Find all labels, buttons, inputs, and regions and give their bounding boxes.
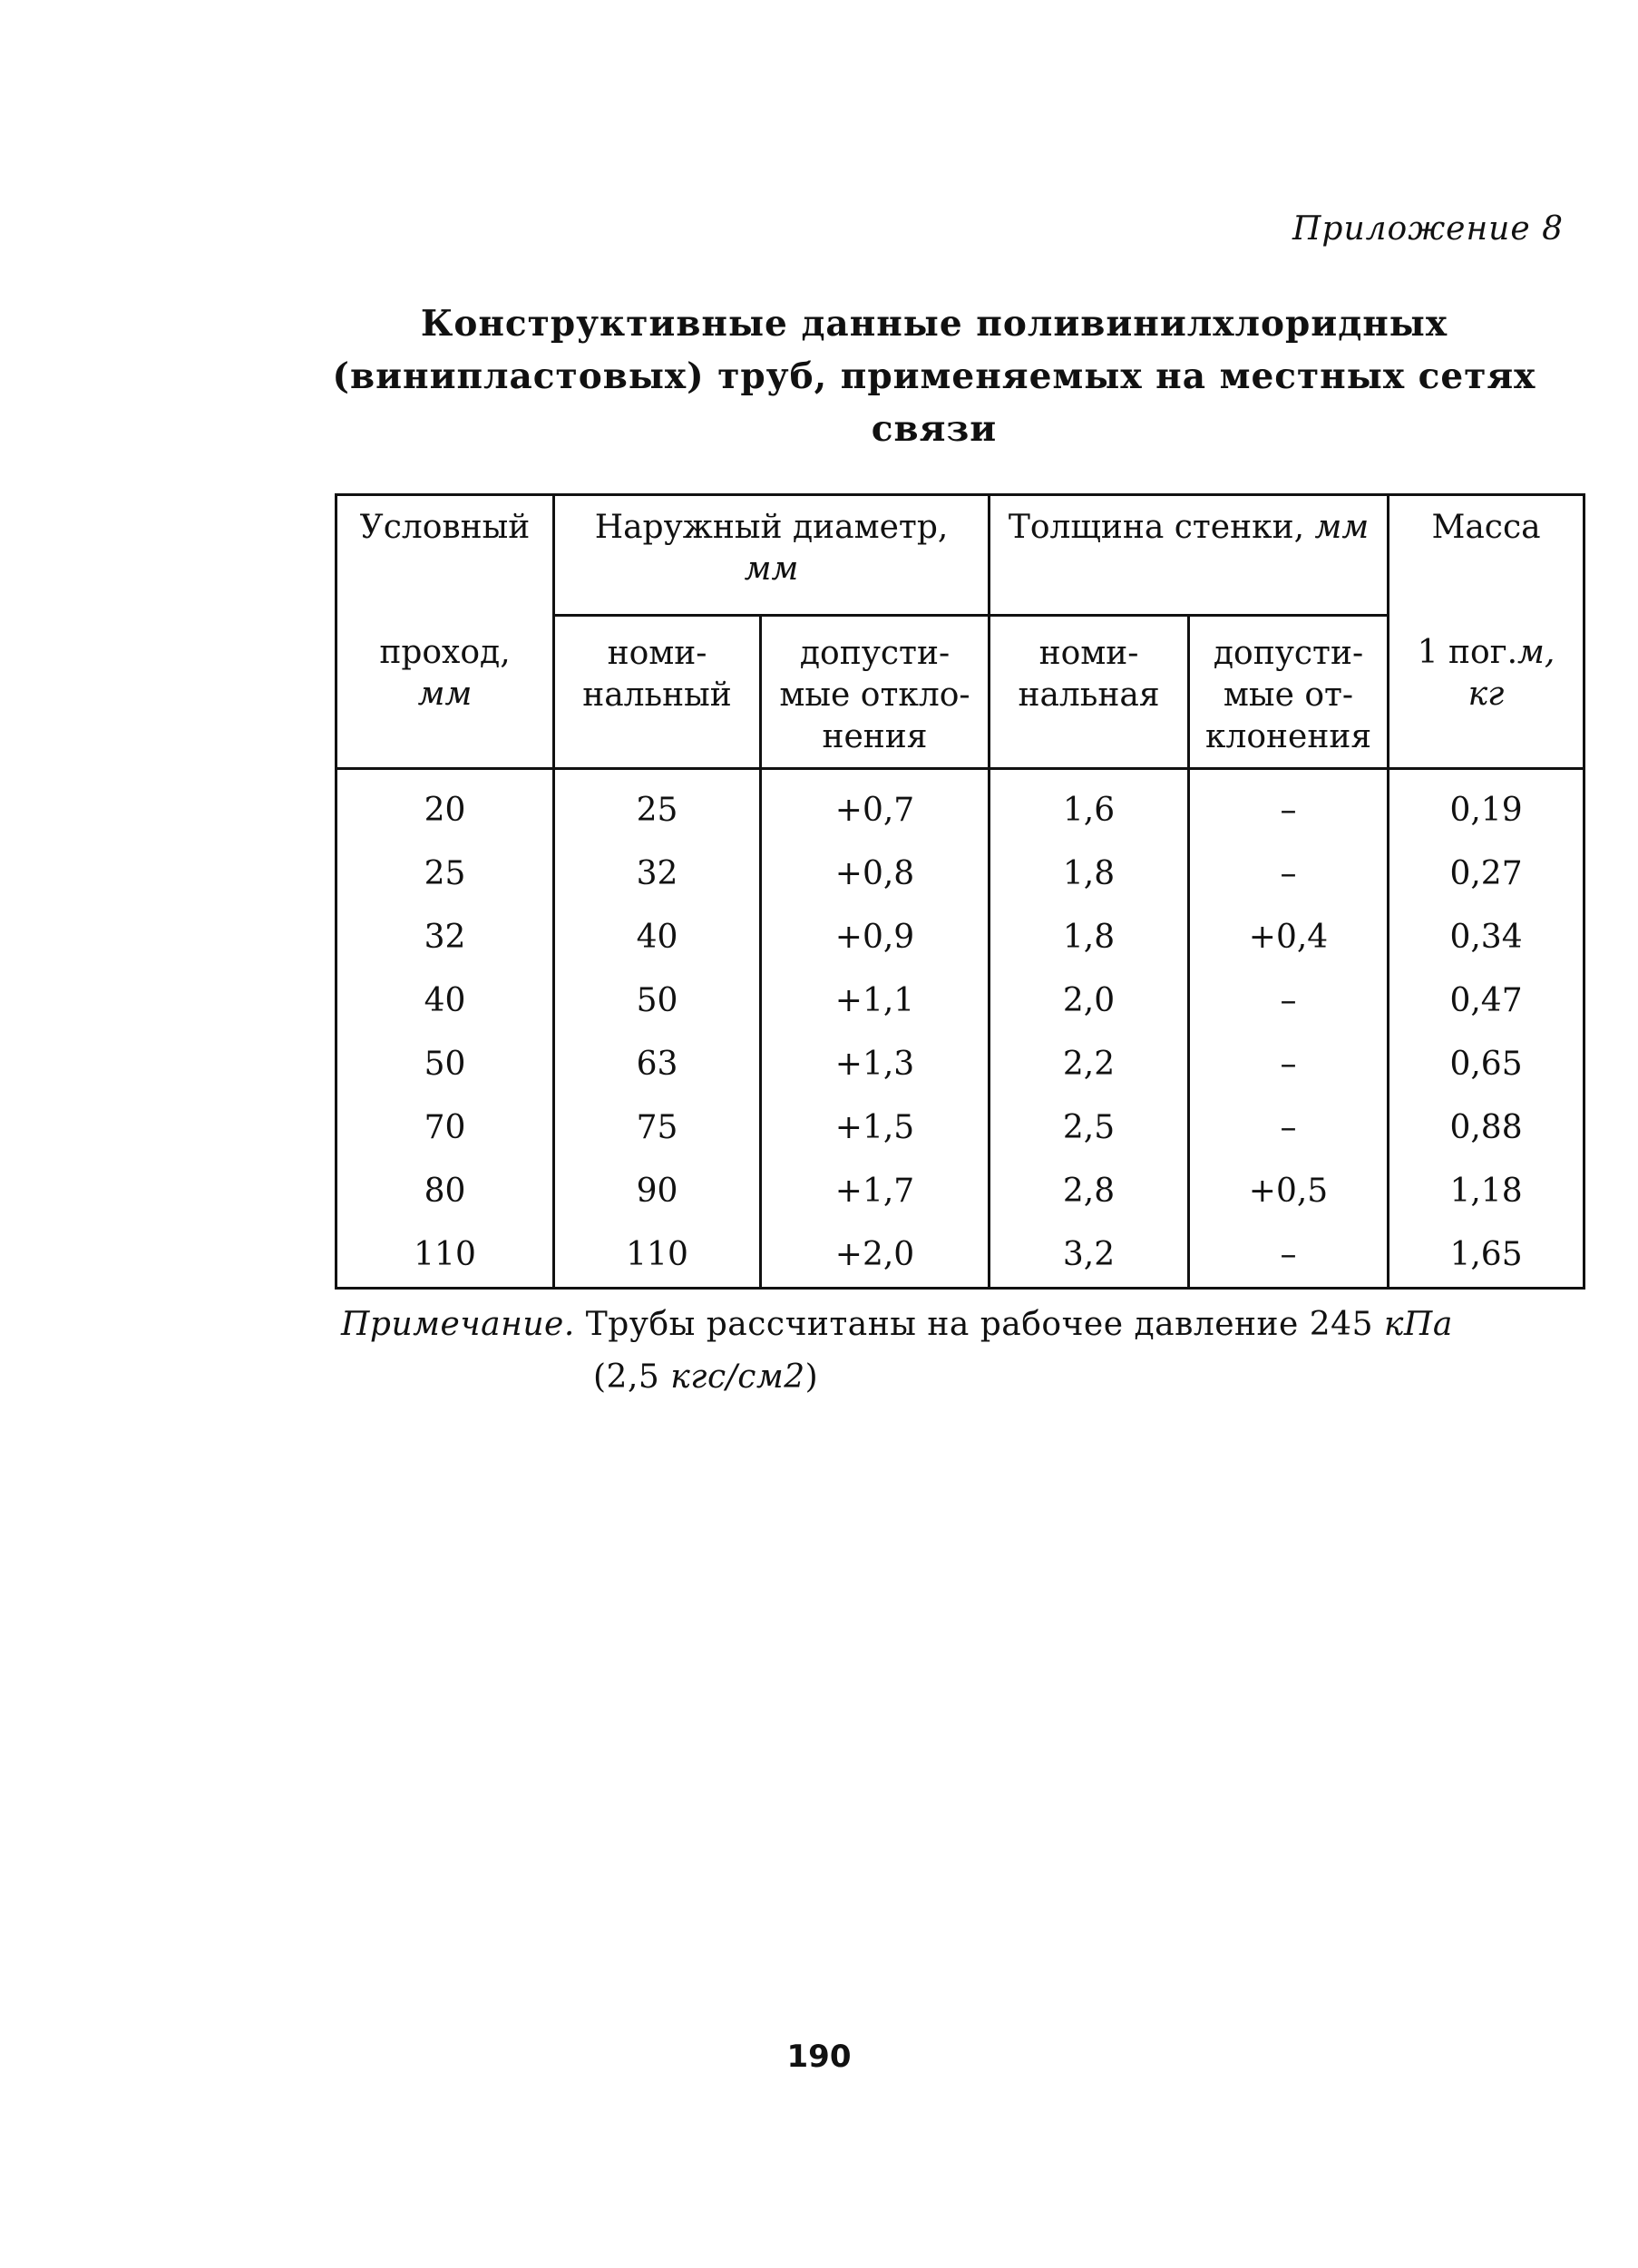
table-cell: – xyxy=(1189,1223,1389,1289)
note-line2-close: ) xyxy=(804,1358,819,1396)
note-unit-kgs: кгс/см2 xyxy=(670,1358,805,1396)
header-diam-tolerance xyxy=(761,616,990,769)
note-unit-kpa: кПа xyxy=(1383,1306,1453,1343)
appendix-label: Приложение 8 xyxy=(1292,210,1564,248)
table-header-row-1 xyxy=(336,495,1584,616)
header-wall-nominal-2: нальная xyxy=(1018,677,1160,714)
page-title xyxy=(299,297,1569,455)
table-cell: 90 xyxy=(554,1160,761,1223)
table-body xyxy=(336,769,1584,1289)
header-wall-tol-3: клонения xyxy=(1204,718,1372,755)
table-cell: 110 xyxy=(554,1223,761,1289)
table-cell: +0,4 xyxy=(1189,906,1389,969)
table-cell: +1,3 xyxy=(761,1033,990,1096)
table-cell: 1,18 xyxy=(1389,1160,1584,1223)
table-cell: 63 xyxy=(554,1033,761,1096)
header-diam-tol-3: нения xyxy=(822,718,928,755)
table-row xyxy=(336,1223,1584,1289)
table-cell: 25 xyxy=(336,842,554,906)
table-cell: 40 xyxy=(554,906,761,969)
table-row xyxy=(336,1033,1584,1096)
header-wall-nominal-1: номи- xyxy=(1038,635,1139,672)
table-cell: 20 xyxy=(336,769,554,843)
header-mass-sub xyxy=(1389,616,1584,769)
table-row xyxy=(336,1096,1584,1160)
header-bore-unit: мм xyxy=(417,675,473,713)
table-cell: 1,8 xyxy=(990,842,1189,906)
table-cell: 80 xyxy=(336,1160,554,1223)
header-wall-thickness-label: Толщина стенки, xyxy=(1008,509,1305,546)
header-mass-unit: кг xyxy=(1467,675,1505,713)
table-cell: 25 xyxy=(554,769,761,843)
header-outer-diameter-unit: мм xyxy=(744,550,799,588)
table-cell: – xyxy=(1189,1096,1389,1160)
table-cell: 0,34 xyxy=(1389,906,1584,969)
table-note xyxy=(341,1299,1593,1404)
table-cell: 1,8 xyxy=(990,906,1189,969)
table-cell: 40 xyxy=(336,969,554,1033)
table-cell: 32 xyxy=(336,906,554,969)
header-conditional-label: Условный xyxy=(359,509,531,546)
note-line-2 xyxy=(341,1351,1593,1404)
page-number: 190 xyxy=(786,2039,852,2075)
table-cell: 2,5 xyxy=(990,1096,1189,1160)
table-cell: +0,8 xyxy=(761,842,990,906)
header-mass-per-meter xyxy=(1389,632,1583,674)
table-cell: +1,7 xyxy=(761,1160,990,1223)
table-cell: – xyxy=(1189,842,1389,906)
table-cell: – xyxy=(1189,1033,1389,1096)
header-wall-tol-1: допусти- xyxy=(1213,635,1364,672)
table-cell: – xyxy=(1189,969,1389,1033)
table-row xyxy=(336,769,1584,843)
header-wall-thickness-unit: мм xyxy=(1314,509,1370,546)
table-cell: +0,7 xyxy=(761,769,990,843)
header-diam-nominal-2: нальный xyxy=(582,677,732,714)
table-cell: 1,6 xyxy=(990,769,1189,843)
table-cell: 1,65 xyxy=(1389,1223,1584,1289)
table-row xyxy=(336,969,1584,1033)
note-label: Примечание. xyxy=(341,1306,575,1343)
header-wall-tol-2: мые от- xyxy=(1223,677,1354,714)
table-cell: +0,5 xyxy=(1189,1160,1389,1223)
table-cell: 32 xyxy=(554,842,761,906)
header-wall-thickness xyxy=(990,495,1389,616)
table-cell: 50 xyxy=(554,969,761,1033)
header-wall-nominal xyxy=(990,616,1189,769)
header-outer-diameter xyxy=(554,495,990,616)
table-cell: 0,47 xyxy=(1389,969,1584,1033)
header-outer-diameter-label: Наружный диаметр, xyxy=(594,509,949,546)
table-row xyxy=(336,1160,1584,1223)
header-diam-tol-1: допусти- xyxy=(799,635,951,672)
table-row xyxy=(336,906,1584,969)
header-diam-nominal-1: номи- xyxy=(607,635,707,672)
header-wall-tolerance xyxy=(1189,616,1389,769)
header-mass-sub-a: 1 пог. xyxy=(1417,633,1518,671)
table-header-row-2 xyxy=(336,616,1584,769)
header-mass xyxy=(1389,495,1584,616)
table-cell: 70 xyxy=(336,1096,554,1160)
table-row xyxy=(336,842,1584,906)
table-cell: 75 xyxy=(554,1096,761,1160)
table-cell: +2,0 xyxy=(761,1223,990,1289)
note-text: Трубы рассчитаны на рабочее давление 245 xyxy=(585,1306,1373,1343)
title-line-3: связи xyxy=(871,408,998,450)
header-mass-sub-m: м, xyxy=(1517,633,1555,671)
table-cell: 110 xyxy=(336,1223,554,1289)
header-bore-sub xyxy=(336,616,554,769)
table-cell: 2,2 xyxy=(990,1033,1189,1096)
note-line-1 xyxy=(341,1299,1593,1351)
table-cell: – xyxy=(1189,769,1389,843)
table-cell: 2,8 xyxy=(990,1160,1189,1223)
table-cell: 2,0 xyxy=(990,969,1189,1033)
table-cell: +0,9 xyxy=(761,906,990,969)
header-diam-tol-2: мые откло- xyxy=(779,677,970,714)
header-diam-nominal xyxy=(554,616,761,769)
table-cell: 0,65 xyxy=(1389,1033,1584,1096)
header-bore-label: проход, xyxy=(379,633,511,671)
table-cell: 3,2 xyxy=(990,1223,1189,1289)
table-cell: 0,27 xyxy=(1389,842,1584,906)
title-line-2: (винипластовых) труб, применяемых на местных сетях xyxy=(332,355,1536,397)
table-cell: +1,1 xyxy=(761,969,990,1033)
title-line-1: Конструктивные данные поливинилхлоридных xyxy=(420,303,1448,345)
header-conditional-bore xyxy=(336,495,554,616)
note-line2-open: (2,5 xyxy=(593,1358,660,1396)
table-cell: 50 xyxy=(336,1033,554,1096)
table-cell: 0,88 xyxy=(1389,1096,1584,1160)
table-cell: +1,5 xyxy=(761,1096,990,1160)
header-mass-label: Масса xyxy=(1431,509,1541,546)
table-cell: 0,19 xyxy=(1389,769,1584,843)
pipe-spec-table xyxy=(335,493,1585,1290)
